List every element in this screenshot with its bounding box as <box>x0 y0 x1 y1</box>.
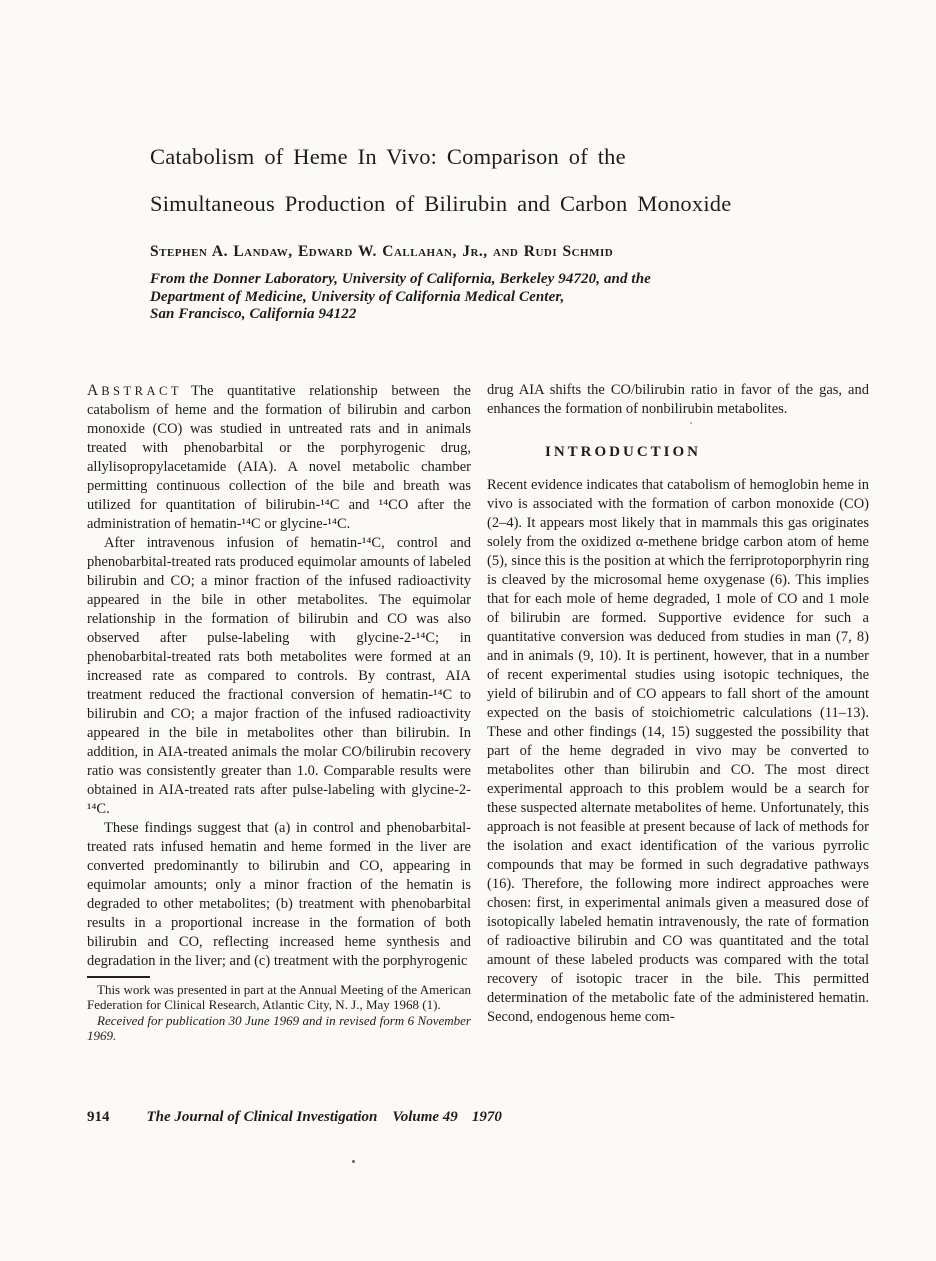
footnote-presented: This work was presented in part at the Annual Meeting of the American Federation for Clinical Research, Atlantic City, N. J., May 1968 (1). <box>87 981 471 1012</box>
page-footer <box>87 1109 787 1126</box>
year-label: 1970 <box>471 1109 502 1125</box>
journal-name: The Journal of Clinical Investigation <box>146 1109 378 1125</box>
introduction-paragraph: Recent evidence indicates that catabolism of hemoglobin heme in vivo is associated with the formation of carbon monoxide (CO) (2–4). It appears most likely that in mammals this gas originates solely from the oxidized α-methene bridge carbon atom of heme (5), since this is the position at which the ferriprotoporphyrin ring is cleaved by the microsomal heme oxygenase (6). This implies that for each mole of heme degraded, 1 mole of CO and 1 mole of bilirubin are formed. Supportive evidence for such a quantitative conversion was deduced from studies in man (7, 8) and in animals (9, 10). It is pertinent, however, that in a number of recent experimental studies using isotopic techniques, the yield of bilirubin and of CO appears to fall short of the amount expected on the basis of stoichiometric calculations (11–13). These and other findings (14, 15) suggested the possibility that part of the heme degraded in vivo may be converted to metabolites other than bilirubin and CO. The most direct experimental approach to this problem would be a search for these suspected alternate metabolites of heme. Unfortunately, this approach is not feasible at present because of lack of methods for the isolation and exact identification of the various pyrrolic compounds that may be formed in such degradative pathways (16). Therefore, the following more indirect approaches were chosen: first, in experimental animals given a measured dose of isotopically labeled hematin intravenously, the rate of formation of radioactive bilirubin and CO was quantitated and the total amount of these labeled products was compared with the total recovery of isotopic tracer in the bile. This permitted determination of the metabolic fate of the administered hematin. Second, endogenous heme com- <box>487 477 869 1025</box>
affiliation-line1: From the Donner Laboratory, University of California, Berkeley 94720, and the <box>150 271 651 287</box>
footnote-received: Received for publication 30 June 1969 and in revised form 6 November 1969. <box>87 1012 471 1043</box>
abstract-paragraph-2: After intravenous infusion of hematin-¹⁴C, control and phenobarbital-treated rats produced equimolar amounts of labeled bilirubin and CO; a minor fraction of the infused radioactivity appeared in the bile in other metabolites. The equimolar relationship in the formation of bilirubin and CO was also observed after pulse-labeling with glycine-2-¹⁴C; in phenobarbital-treated rats both metabolites were formed at an increased rate as compared to controls. By contrast, AIA treatment reduced the fractional conversion of hematin-¹⁴C to bilirubin and CO; a major fraction of the infused radioactivity appeared in the bile in metabolites other than bilirubin. In addition, in AIA-treated animals the molar CO/bilirubin recovery ratio was consistently greater than 1.0. Comparable results were obtained in AIA-treated rats after pulse-labeling with glycine-2-¹⁴C. <box>87 535 471 817</box>
abstract-paragraph-1-text: The quantitative relationship between the catabolism of heme and the formation of bilirubin and carbon monoxide (CO) was studied in untreated rats and in animals treated with phenobarbital or the porphyrogenic drug, allylisopropylacetamide (AIA). A novel metabolic chamber permitting continuous collection of the bile and breath was utilized for quantitation of bilirubin-¹⁴C and ¹⁴CO after the administration of hematin-¹⁴C or glycine-¹⁴C. <box>87 383 471 532</box>
footnote-block <box>87 982 471 1044</box>
affiliation-line2: Department of Medicine, University of California Medical Center, <box>150 288 565 305</box>
article-title-line1: Catabolism of Heme In Vivo: Comparison of the <box>150 144 626 169</box>
affiliation-line3: San Francisco, California 94122 <box>150 306 357 322</box>
right-column <box>487 381 869 1027</box>
volume-label: Volume 49 <box>392 1109 458 1125</box>
abstract-paragraph-3: These findings suggest that (a) in control and phenobarbital-treated rats infused hematin and heme formed in the liver are converted predominantly to bilirubin and CO, appearing in equimolar amounts; only a minor fraction of the hematin is degraded to other metabolites; (b) treatment with phenobarbital results in a proportional increase in the formation of both bilirubin and CO, reflecting increased heme synthesis and degradation in the liver; and (c) treatment with the porphyrogenic <box>87 820 471 969</box>
abstract-label: BSTRACT <box>101 384 182 398</box>
page-number: 914 <box>87 1109 110 1125</box>
abstract-continuation: drug AIA shifts the CO/bilirubin ratio in favor of the gas, and enhances the formation of nonbilirubin metabolites. <box>487 382 869 417</box>
footnote-divider <box>87 976 150 978</box>
scan-speck <box>690 422 692 424</box>
scan-speck <box>352 1160 355 1163</box>
affiliation-block <box>150 271 770 324</box>
left-column <box>87 381 471 1044</box>
abstract-label-initial: A <box>87 382 102 399</box>
abstract-paragraph-1 <box>87 381 471 534</box>
article-title <box>150 133 870 227</box>
introduction-heading: INTRODUCTION <box>545 444 702 460</box>
article-title-line2: Simultaneous Production of Bilirubin and Carbon Monoxide <box>150 191 732 216</box>
author-line: Stephen A. Landaw, Edward W. Callahan, Jr., and Rudi Schmid <box>150 243 614 260</box>
